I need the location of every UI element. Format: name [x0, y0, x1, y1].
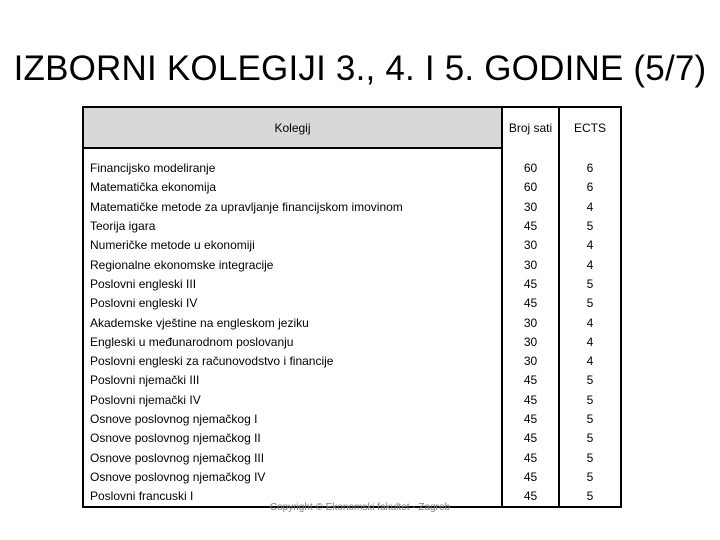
- course-name-cell: Poslovni francuski I: [83, 487, 502, 507]
- course-name-cell: Poslovni engleski IV: [83, 294, 502, 313]
- hours-cell: 45: [502, 487, 559, 507]
- hours-cell: 30: [502, 236, 559, 255]
- ects-cell: 5: [559, 487, 621, 507]
- table-row: [83, 371, 621, 390]
- course-name-cell: Osnove poslovnog njemačkog II: [83, 429, 502, 448]
- hours-cell: 45: [502, 275, 559, 294]
- ects-cell: 5: [559, 371, 621, 390]
- hours-cell: 60: [502, 178, 559, 197]
- table-body: [83, 148, 621, 507]
- table-row: [83, 178, 621, 197]
- ects-cell: 4: [559, 236, 621, 255]
- table-row: [83, 429, 621, 448]
- hours-cell: 45: [502, 410, 559, 429]
- slide-title: IZBORNI KOLEGIJI 3., 4. I 5. GODINE (5/7): [13, 49, 707, 88]
- course-name-cell: Osnove poslovnog njemačkog I: [83, 410, 502, 429]
- column-header-ects: ECTS: [559, 107, 621, 148]
- hours-cell: 45: [502, 217, 559, 236]
- table-row: [83, 217, 621, 236]
- ects-cell: 5: [559, 429, 621, 448]
- course-table: [82, 106, 622, 508]
- course-name-cell: Poslovni engleski za računovodstvo i financije: [83, 352, 502, 371]
- table-row: [83, 313, 621, 332]
- ects-cell: 5: [559, 468, 621, 487]
- hours-cell: 45: [502, 468, 559, 487]
- ects-cell: 4: [559, 313, 621, 332]
- course-name-cell: Poslovni njemački III: [83, 371, 502, 390]
- hours-cell: 30: [502, 333, 559, 352]
- hours-cell: 45: [502, 391, 559, 410]
- course-name-cell: Engleski u međunarodnom poslovanju: [83, 333, 502, 352]
- hours-cell: 45: [502, 448, 559, 467]
- ects-cell: 5: [559, 410, 621, 429]
- table-row: [83, 236, 621, 255]
- table-row: [83, 255, 621, 274]
- course-name-cell: Regionalne ekonomske integracije: [83, 255, 502, 274]
- course-name-cell: Poslovni njemački IV: [83, 391, 502, 410]
- hours-cell: 45: [502, 371, 559, 390]
- table-row: [83, 391, 621, 410]
- ects-cell: 6: [559, 148, 621, 178]
- ects-cell: 4: [559, 333, 621, 352]
- column-header-course: Kolegij: [83, 107, 502, 148]
- table-row: [83, 352, 621, 371]
- course-name-cell: Teorija igara: [83, 217, 502, 236]
- hours-cell: 45: [502, 429, 559, 448]
- ects-cell: 6: [559, 178, 621, 197]
- ects-cell: 5: [559, 217, 621, 236]
- copyright-footer: Copyright © Ekonomski fakultet - Zagreb: [269, 502, 451, 513]
- ects-cell: 4: [559, 255, 621, 274]
- table-row: [83, 198, 621, 217]
- course-name-cell: Financijsko modeliranje: [83, 148, 502, 178]
- ects-cell: 4: [559, 198, 621, 217]
- course-name-cell: Osnove poslovnog njemačkog IV: [83, 468, 502, 487]
- course-name-cell: Matematička ekonomija: [83, 178, 502, 197]
- hours-cell: 30: [502, 255, 559, 274]
- table-row: [83, 148, 621, 178]
- table-row: [83, 294, 621, 313]
- course-name-cell: Osnove poslovnog njemačkog III: [83, 448, 502, 467]
- table-row: [83, 410, 621, 429]
- table-row: [83, 468, 621, 487]
- ects-cell: 5: [559, 294, 621, 313]
- column-header-hours: Broj sati: [502, 107, 559, 148]
- ects-cell: 5: [559, 448, 621, 467]
- ects-cell: 5: [559, 275, 621, 294]
- course-name-cell: Akademske vještine na engleskom jeziku: [83, 313, 502, 332]
- course-name-cell: Poslovni engleski III: [83, 275, 502, 294]
- table-row: [83, 448, 621, 467]
- hours-cell: 30: [502, 198, 559, 217]
- ects-cell: 4: [559, 352, 621, 371]
- hours-cell: 30: [502, 313, 559, 332]
- table-header-row: [83, 107, 621, 148]
- course-name-cell: Matematičke metode za upravljanje financijskom imovinom: [83, 198, 502, 217]
- course-name-cell: Numeričke metode u ekonomiji: [83, 236, 502, 255]
- table-row: [83, 275, 621, 294]
- hours-cell: 60: [502, 148, 559, 178]
- table-row: [83, 333, 621, 352]
- hours-cell: 30: [502, 352, 559, 371]
- ects-cell: 5: [559, 391, 621, 410]
- hours-cell: 45: [502, 294, 559, 313]
